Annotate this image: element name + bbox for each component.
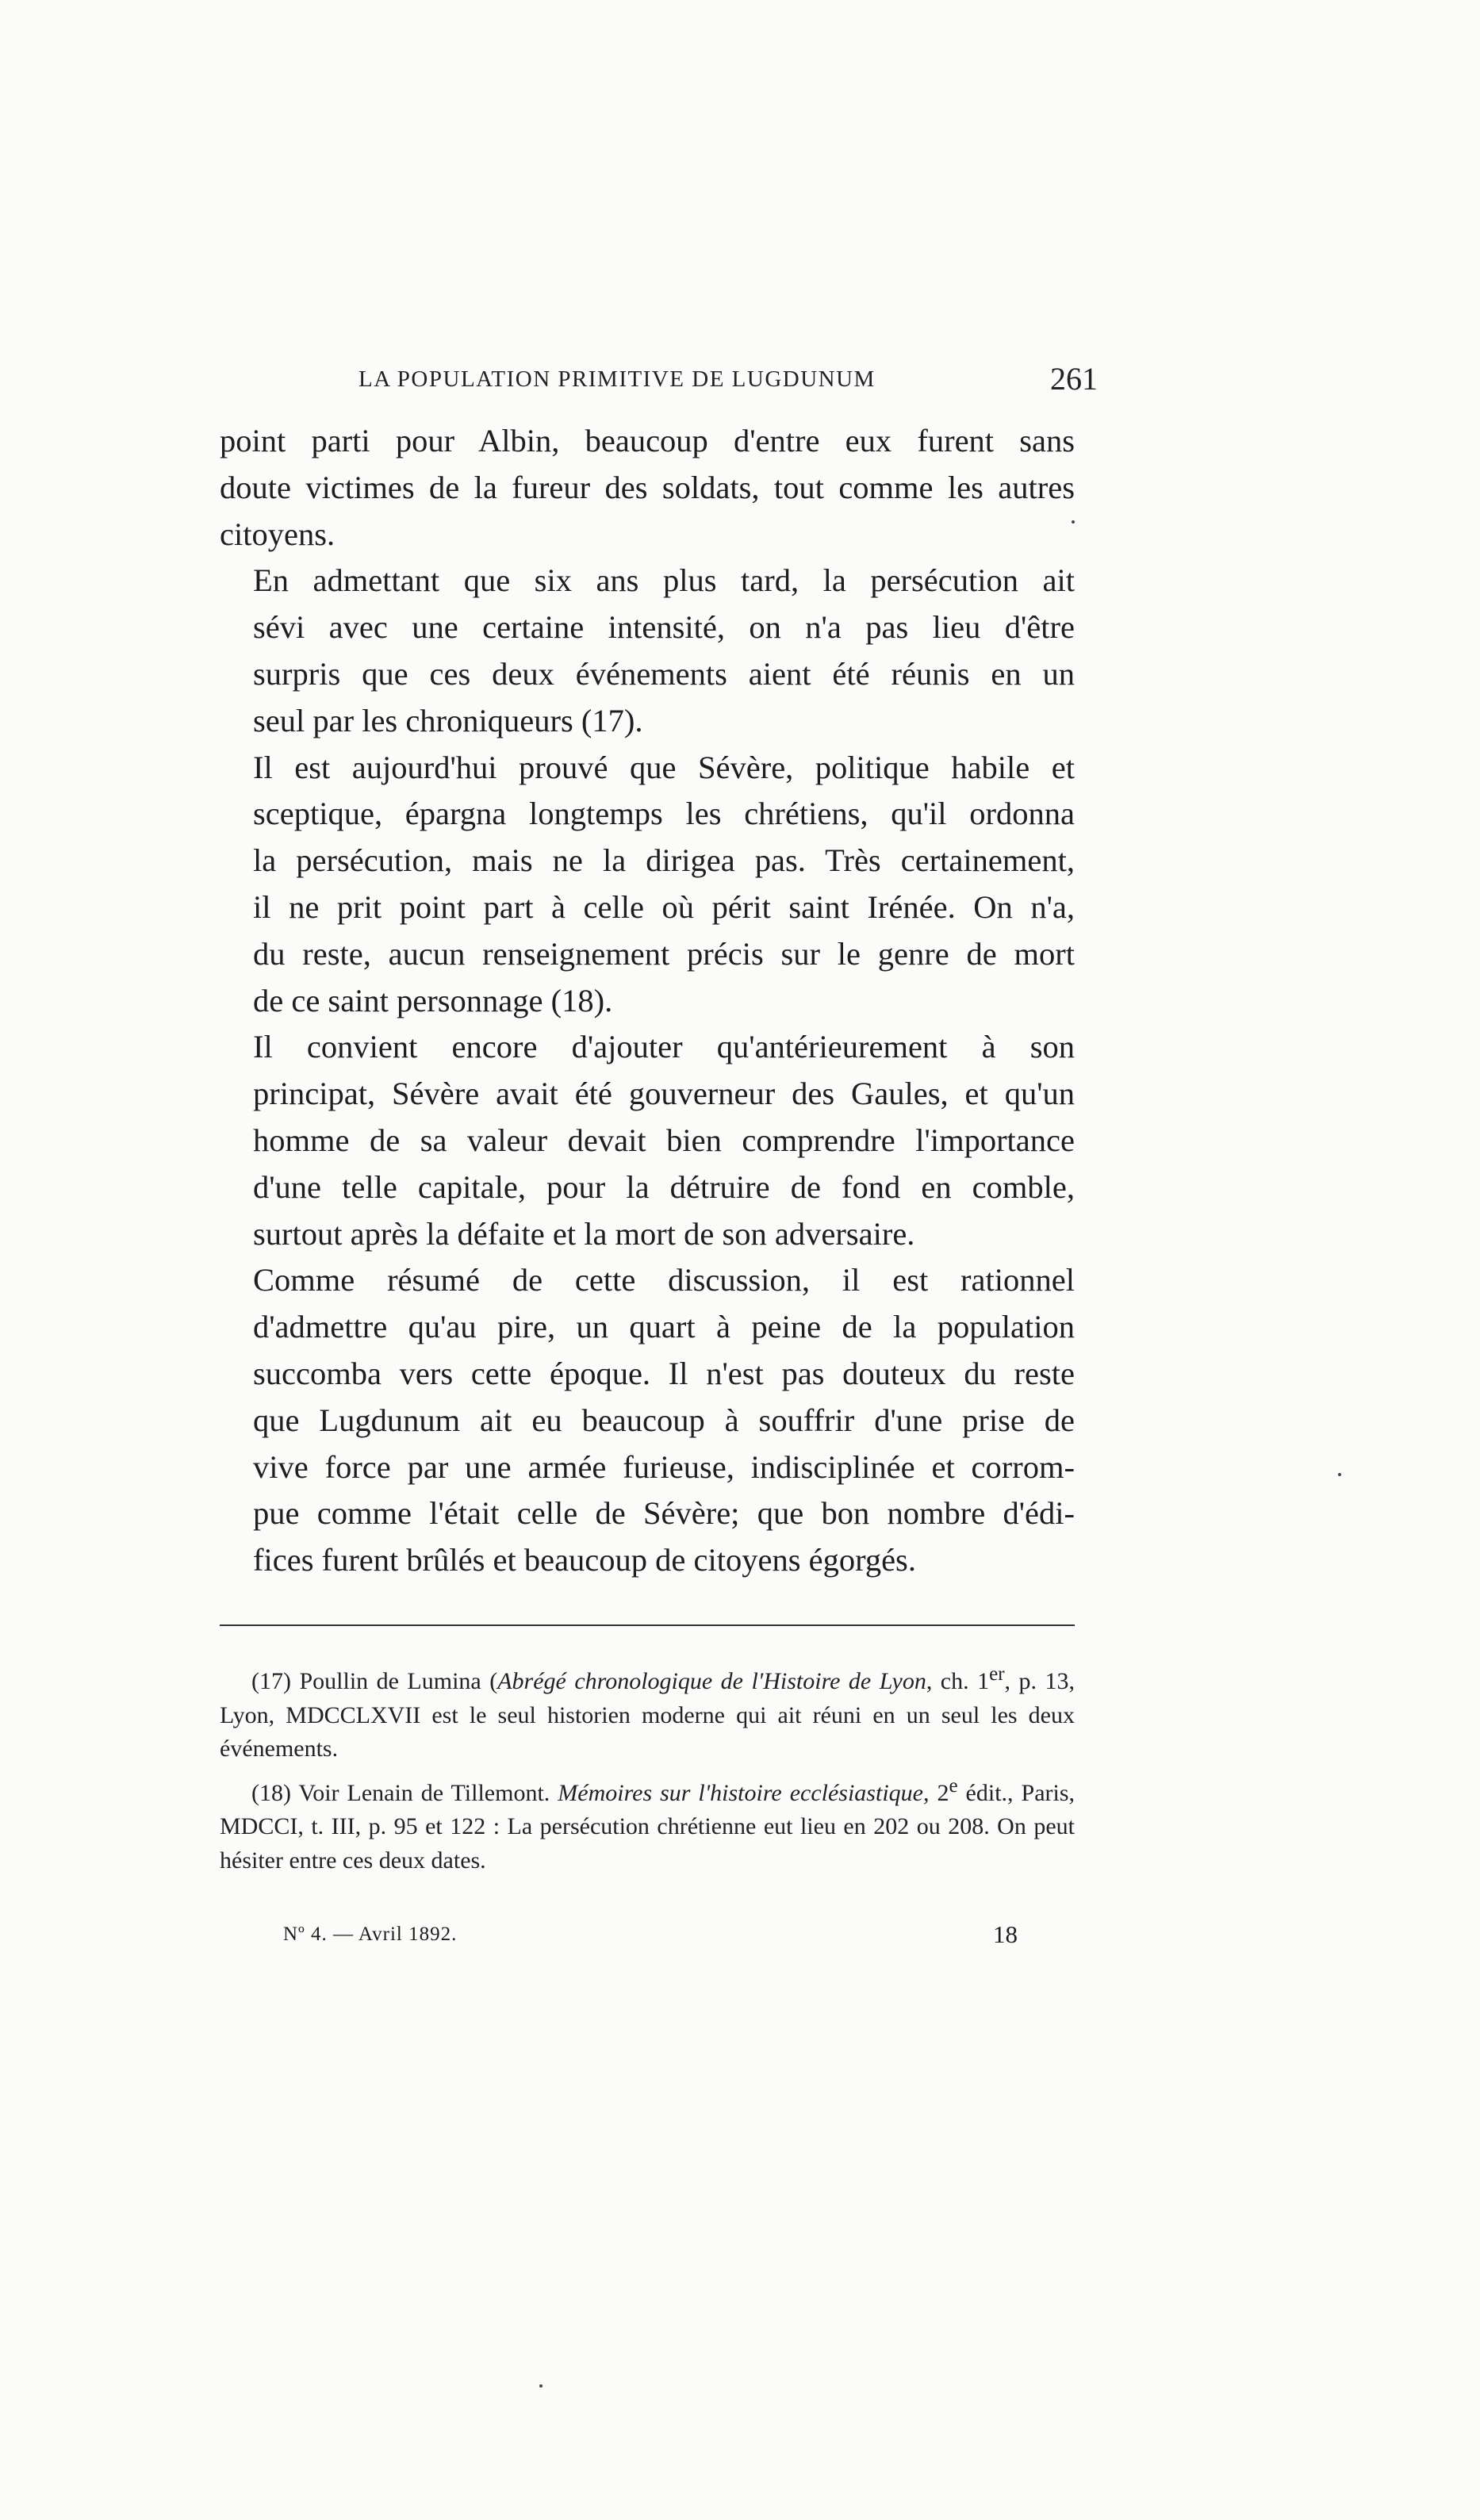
footnote-title: Mémoires sur l'histoire ecclésiastique bbox=[558, 1779, 923, 1806]
text-line: surpris que ces deux événements aient été réunis en un bbox=[253, 655, 1075, 692]
text-line: doute victimes de la fureur des soldats, tout comme les autres bbox=[220, 469, 1075, 505]
footnote-18 bbox=[220, 1770, 1075, 1878]
text-line: Il convient encore d'ajouter qu'antérieurement à son bbox=[253, 1029, 1075, 1065]
footnote-rule bbox=[220, 1624, 1075, 1626]
issue-mark: Nº 4. — Avril 1892. bbox=[283, 1924, 458, 1945]
text-line: d'une telle capitale, pour la détruire de fond en comble, bbox=[253, 1168, 1075, 1205]
text-line: principat, Sévère avait été gouverneur des Gaules, et qu'un bbox=[253, 1076, 1075, 1112]
paragraph bbox=[220, 1257, 1075, 1584]
superscript: e bbox=[949, 1774, 958, 1797]
paragraph bbox=[220, 558, 1075, 744]
footnote-text: , ch. 1 bbox=[926, 1668, 990, 1694]
text-line: fices furent brûlés et beaucoup de citoyens égorgés. bbox=[253, 1542, 916, 1578]
text-line: il ne prit point part à celle où périt saint Irénée. On n'a, bbox=[253, 888, 1075, 925]
paragraph bbox=[220, 418, 1075, 558]
footnote-title: Abrégé chronologique de l'Histoire de Lyon bbox=[497, 1668, 926, 1694]
text-line: succomba vers cette époque. Il n'est pas douteux du reste bbox=[253, 1355, 1075, 1391]
text-line: seul par les chroniqueurs (17). bbox=[253, 702, 643, 738]
printer-signature bbox=[283, 1915, 1018, 1954]
text-line: Comme résumé de cette discussion, il est rationnel bbox=[253, 1262, 1075, 1298]
page-number: 261 bbox=[1050, 361, 1098, 397]
paragraph bbox=[220, 1024, 1075, 1257]
paper-speck bbox=[1072, 520, 1075, 524]
text-line: Il est aujourd'hui prouvé que Sévère, politique habile et bbox=[253, 749, 1075, 785]
running-head: LA POPULATION PRIMITIVE DE LUGDUNUM bbox=[358, 366, 876, 392]
sheet-number: 18 bbox=[993, 1920, 1018, 1948]
text-line: du reste, aucun renseignement précis sur le genre de mort bbox=[253, 935, 1075, 972]
footnote-text: (18) Voir Lenain de Tillemont. bbox=[251, 1779, 558, 1806]
text-line: de ce saint personnage (18). bbox=[253, 982, 613, 1018]
page-header bbox=[358, 355, 1098, 403]
paper-speck bbox=[1338, 1473, 1341, 1476]
superscript: er bbox=[989, 1663, 1005, 1685]
text-line: vive force par une armée furieuse, indisciplinée et corrom- bbox=[253, 1448, 1075, 1485]
text-line: que Lugdunum ait eu beaucoup à souffrir d'une prise de bbox=[253, 1402, 1075, 1438]
text-line: sceptique, épargna longtemps les chrétiens, qu'il ordonna bbox=[253, 796, 1075, 832]
paper-speck bbox=[539, 2384, 543, 2388]
text-line: En admettant que six ans plus tard, la persécution ait bbox=[253, 562, 1075, 599]
text-line: surtout après la défaite et la mort de son adversaire. bbox=[253, 1215, 915, 1252]
text-line: la persécution, mais ne la dirigea pas. Très certainement, bbox=[253, 842, 1075, 879]
text-line: d'admettre qu'au pire, un quart à peine de la population bbox=[253, 1309, 1075, 1345]
text-line: sévi avec une certaine intensité, on n'a pas lieu d'être bbox=[253, 609, 1075, 646]
footnote-text: édit., Paris, MDCCI, t. III, p. 95 et 122 : La persécution chrétienne eut lieu en 202 ou 208. On peut hésiter entre ces deux dates. bbox=[220, 1779, 1075, 1874]
text-line: homme de sa valeur devait bien comprendre l'importance bbox=[253, 1122, 1075, 1158]
text-line: pue comme l'était celle de Sévère; que bon nombre d'édi- bbox=[253, 1495, 1075, 1532]
footnotes bbox=[220, 1658, 1075, 1881]
footnote-text: (17) Poullin de Lumina ( bbox=[251, 1668, 498, 1694]
text-line: citoyens. bbox=[220, 516, 335, 552]
main-text bbox=[220, 418, 1075, 1584]
footnote-text: , 2 bbox=[922, 1779, 949, 1806]
footnote-17 bbox=[220, 1658, 1075, 1766]
footnote-text: , p. 13, Lyon, MDCCLXVII est le seul historien moderne qui ait réuni en un seul les deux événements. bbox=[220, 1668, 1075, 1762]
paragraph bbox=[220, 745, 1075, 1025]
text-line: point parti pour Albin, beaucoup d'entre eux furent sans bbox=[220, 423, 1075, 458]
